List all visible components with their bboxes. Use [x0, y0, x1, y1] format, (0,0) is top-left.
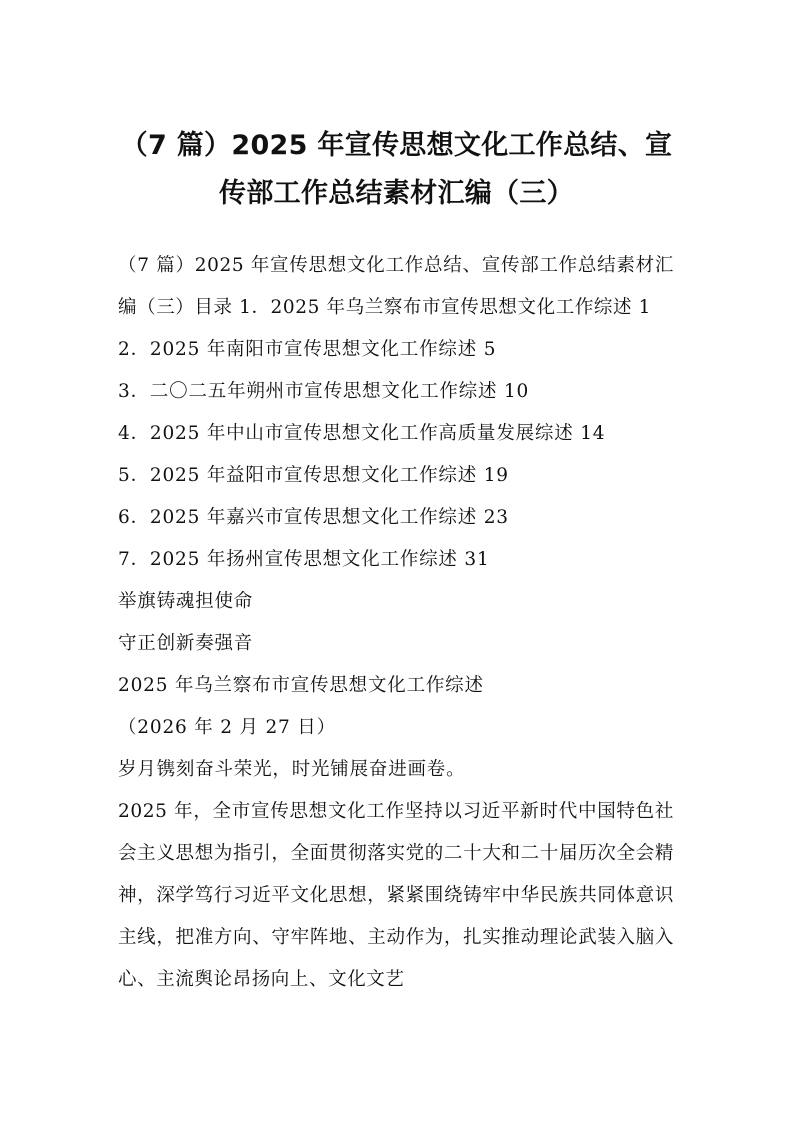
toc-item: 6．2025 年嘉兴市宣传思想文化工作综述 23 — [118, 507, 509, 528]
toc-item: 5．2025 年益阳市宣传思想文化工作综述 19 — [118, 465, 509, 486]
body-paragraph: 2025 年，全市宣传思想文化工作坚持以习近平新时代中国特色社会主义思想为指引，全面贯彻落实党的二十大和二十届历次全会精神，深学笃行习近平文化思想，紧紧围绕铸牢中华民族共同体意识主线，把准方向、守牢阵地、主动作为，扎实推动理论武装入脑入心、主流舆论昂扬向上、文化文艺 — [118, 801, 674, 990]
document-title — [100, 122, 693, 218]
section-heading-1: 举旗铸魂担使命 — [118, 591, 254, 612]
toc-item: 7．2025 年扬州宣传思想文化工作综述 31 — [118, 549, 490, 570]
title-line-2: 传部工作总结素材汇编（三） — [219, 178, 574, 209]
document-body — [118, 245, 674, 1001]
section-heading-2: 守正创新奏强音 — [118, 633, 254, 654]
article-date: （2026 年 2 月 27 日） — [118, 717, 336, 738]
toc-item: 3．二〇二五年朔州市宣传思想文化工作综述 10 — [118, 381, 530, 402]
title-line-1: （7 篇）2025 年宣传思想文化工作总结、宣 — [120, 130, 673, 161]
intro-paragraph: （7 篇）2025 年宣传思想文化工作总结、宣传部工作总结素材汇编（三）目录 1．2025 年乌兰察布市宣传思想文化工作综述 1 — [118, 255, 674, 318]
lead-sentence: 岁月镌刻奋斗荣光，时光铺展奋进画卷。 — [118, 759, 466, 780]
toc-item: 2．2025 年南阳市宣传思想文化工作综述 5 — [118, 339, 497, 360]
toc-item: 4．2025 年中山市宣传思想文化工作高质量发展综述 14 — [118, 423, 606, 444]
article-title: 2025 年乌兰察布市宣传思想文化工作综述 — [118, 675, 484, 696]
